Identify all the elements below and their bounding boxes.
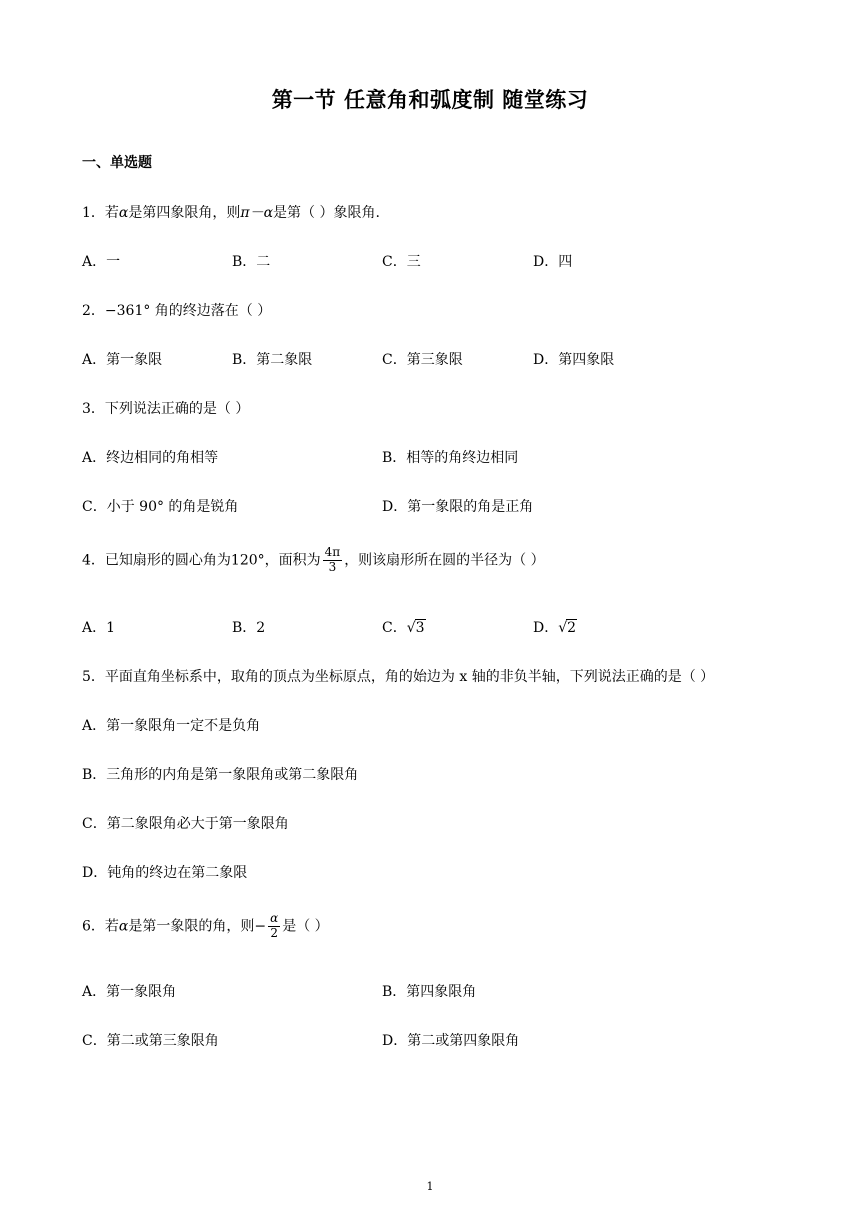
q6-pre: 6．若 — [82, 918, 119, 935]
q5-option-a: A．第一象限角一定不是负角 — [82, 718, 261, 734]
question-5: 5．平面直角坐标系中，取角的顶点为坐标原点，角的始边为 x 轴的非负半轴，下列说法正确的是（ ） — [82, 669, 715, 685]
q1-option-a: A．一 — [82, 254, 121, 270]
q6-option-a: A．第一象限角 — [82, 984, 177, 1000]
q1-option-b: B．二 — [232, 254, 271, 270]
sqrt-symbol: √3 — [406, 620, 425, 636]
q3-option-c: C．小于 90° 的角是锐角 — [82, 499, 239, 515]
q4-option-d-label: D． — [533, 620, 559, 636]
question-6 — [82, 912, 329, 941]
q4-fraction — [323, 546, 343, 575]
q6-mid: 是第一象限的角，则 — [128, 918, 255, 935]
q1-alpha: α — [118, 205, 129, 221]
page-title: 第一节 任意角和弧度制 随堂练习 — [271, 88, 589, 112]
q6-option-d: D．第二或第四象限角 — [382, 1033, 520, 1049]
q1-pre: 1．若 — [82, 205, 119, 221]
q5-option-d: D．钝角的终边在第二象限 — [82, 865, 248, 881]
q6-option-c: C．第二或第三象限角 — [82, 1033, 219, 1049]
q4-frac-den: 3 — [328, 559, 337, 574]
q4-frac-num: 4π — [324, 545, 341, 559]
q6-minus: − — [254, 918, 267, 935]
q4-post: ，则该扇形所在圆的半径为（ ） — [344, 552, 545, 569]
question-2: 2．−361° 角的终边落在（ ） — [82, 303, 272, 319]
q2-option-b: B．第二象限 — [232, 352, 313, 368]
q3-option-d: D．第一象限的角是正角 — [382, 499, 534, 515]
q1-expr: π－α — [240, 205, 274, 221]
page-number: 1 — [426, 1180, 434, 1193]
q4-mid: ，面积为 — [264, 552, 321, 569]
q3-option-a: A．终边相同的角相等 — [82, 450, 219, 466]
q4-option-c-radicand: 3 — [415, 620, 425, 636]
q6-option-b: B．第四象限角 — [382, 984, 477, 1000]
question-3: 3．下列说法正确的是（ ） — [82, 401, 250, 417]
q4-option-b: B．2 — [232, 620, 266, 636]
q6-alpha: α — [118, 918, 129, 935]
q4-pre: 4．已知扇形的圆心角为 — [82, 552, 231, 569]
q2-option-c: C．第三象限 — [382, 352, 463, 368]
sqrt-symbol: √2 — [558, 620, 577, 636]
q1-mid: 是第四象限角，则 — [128, 205, 241, 221]
q6-post: 是（ ） — [282, 918, 329, 935]
q1-option-c: C．三 — [382, 254, 421, 270]
q3-option-b: B．相等的角终边相同 — [382, 450, 519, 466]
q5-option-b: B．三角形的内角是第一象限角或第二象限角 — [82, 767, 359, 783]
q4-option-c — [382, 617, 426, 637]
q4-option-a: A．1 — [82, 620, 116, 636]
q6-frac-den: 2 — [270, 925, 278, 940]
q1-post: 是第（ ）象限角. — [273, 205, 380, 221]
q4-option-d — [533, 617, 577, 637]
q5-option-c: C．第二象限角必大于第一象限角 — [82, 816, 289, 832]
q6-frac-num: α — [270, 911, 279, 925]
q4-option-c-label: C． — [382, 620, 407, 636]
q4-angle: 120° — [230, 552, 265, 569]
q4-option-d-radicand: 2 — [567, 620, 577, 636]
q1-option-d: D．四 — [533, 254, 573, 270]
q2-option-d: D．第四象限 — [533, 352, 615, 368]
section-heading: 一、单选题 — [82, 155, 152, 171]
q6-fraction — [268, 912, 280, 941]
question-1 — [82, 202, 380, 222]
question-4 — [82, 546, 545, 575]
q2-option-a: A．第一象限 — [82, 352, 163, 368]
